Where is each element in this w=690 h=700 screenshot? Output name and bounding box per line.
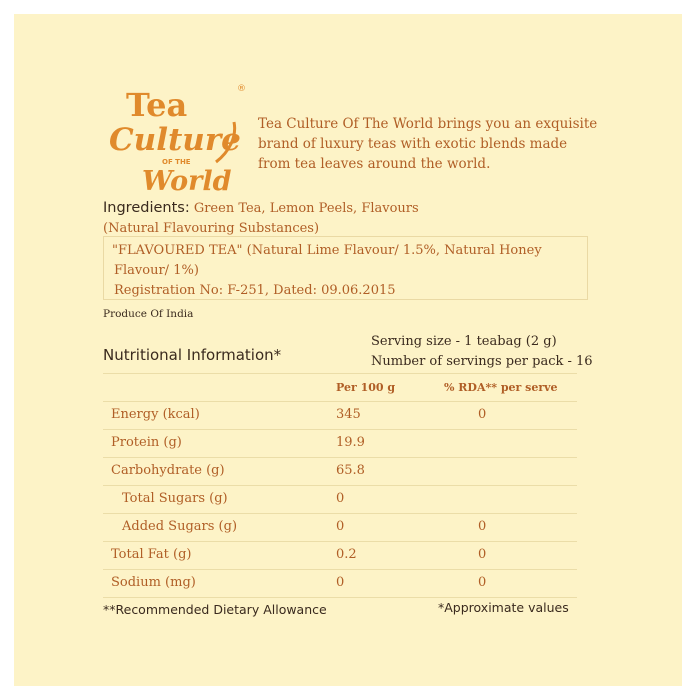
nutrient-name: Total Sugars (g)	[122, 491, 228, 506]
produce-of-india: Produce Of India	[103, 308, 194, 320]
table-row	[103, 542, 577, 570]
ingredients-label: Ingredients:	[103, 200, 190, 216]
registration-line: Registration No: F-251, Dated: 09.06.2015	[114, 283, 396, 298]
nutrient-per100: 65.8	[336, 463, 365, 478]
brand-logo-graphic	[104, 82, 254, 202]
flavour-note-box	[103, 236, 588, 300]
nutrient-per100: 19.9	[336, 435, 365, 450]
flavour-note-line2: Flavour/ 1%)	[114, 263, 199, 278]
nutrient-rda: 0	[478, 407, 487, 422]
ingredients-value-continued: (Natural Flavouring Substances)	[103, 221, 320, 236]
nutrient-per100: 0	[336, 491, 345, 506]
logo-word-tea: Tea	[126, 86, 188, 124]
serving-size: Serving size - 1 teabag (2 g)	[371, 334, 557, 349]
brand-logo	[104, 82, 254, 202]
table-row	[103, 402, 577, 430]
nutrient-name: Energy (kcal)	[111, 407, 200, 422]
header-per-100g: Per 100 g	[336, 381, 396, 394]
table-row	[103, 458, 577, 486]
nutrient-name: Total Fat (g)	[111, 547, 192, 562]
nutrition-table	[103, 373, 577, 598]
ingredients-section	[103, 198, 583, 239]
nutrient-rda: 0	[478, 547, 487, 562]
table-row	[103, 430, 577, 458]
table-header-row	[103, 374, 577, 402]
nutrient-rda: 0	[478, 575, 487, 590]
header-rda: % RDA** per serve	[444, 381, 558, 394]
nutrient-name: Added Sugars (g)	[122, 519, 238, 534]
footnote-rda: **Recommended Dietary Allowance	[103, 602, 327, 617]
nutrition-label-panel	[14, 14, 682, 686]
registered-mark: ®	[237, 84, 246, 94]
table-row	[103, 486, 577, 514]
logo-word-of-the: OF THE	[162, 158, 191, 166]
nutrient-name: Sodium (mg)	[111, 575, 196, 590]
nutrient-per100: 0	[336, 575, 345, 590]
servings-per-pack: Number of servings per pack - 16	[371, 354, 593, 369]
nutrient-per100: 0.2	[336, 547, 357, 562]
nutrient-name: Protein (g)	[111, 435, 182, 450]
logo-word-world: World	[142, 166, 232, 197]
flavour-note-line1: "FLAVOURED TEA" (Natural Lime Flavour/ 1.5%, Natural Honey	[112, 243, 542, 258]
nutrient-name: Carbohydrate (g)	[111, 463, 225, 478]
nutrient-per100: 345	[336, 407, 361, 422]
table-row	[103, 514, 577, 542]
logo-word-culture: Culture	[109, 122, 241, 158]
brand-tagline: Tea Culture Of The World brings you an exquisite brand of luxury teas with exotic blends made from tea leaves around the world.	[258, 116, 598, 172]
nutrient-rda: 0	[478, 519, 487, 534]
nutrient-per100: 0	[336, 519, 345, 534]
serving-info	[371, 332, 593, 372]
footnote-approx: *Approximate values	[438, 600, 569, 615]
table-row	[103, 570, 577, 598]
nutrition-title: Nutritional Information*	[103, 346, 282, 364]
ingredients-value: Green Tea, Lemon Peels, Flavours	[189, 201, 419, 216]
